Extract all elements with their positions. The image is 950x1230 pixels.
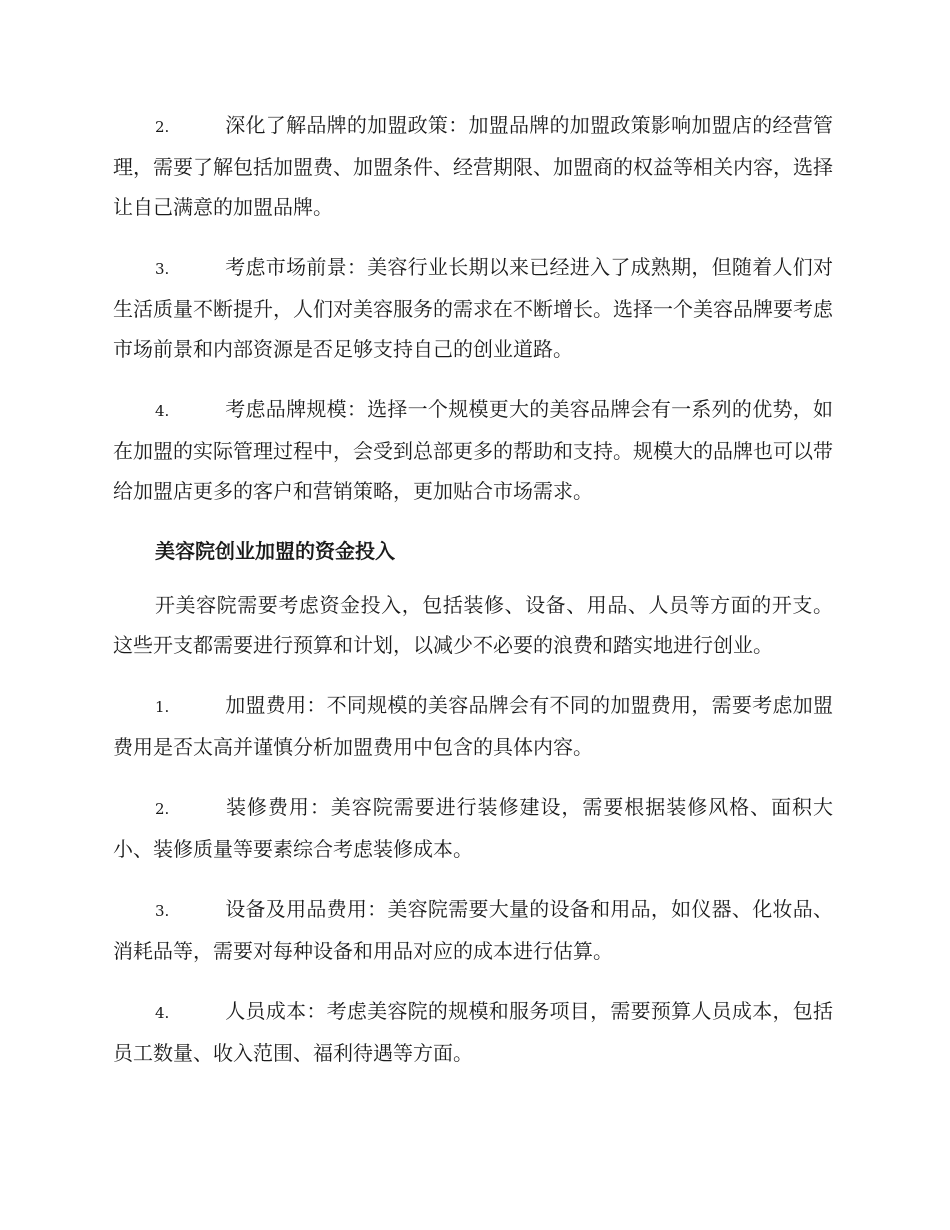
section-heading: 美容院创业加盟的资金投入: [155, 539, 395, 563]
list-item: [113, 787, 833, 869]
list-item: [113, 105, 833, 227]
document-page: [113, 105, 833, 1093]
list-number: 3.: [155, 902, 170, 920]
list-text: 深化了解品牌的加盟政策：加盟品牌的加盟政策影响加盟店的经营管理，需要了解包括加盟费、加盟条件、经营期限、加盟商的权益等相关内容，选择让自己满意的加盟品牌。: [113, 113, 833, 219]
list-item: [113, 991, 833, 1073]
list-number: 4.: [155, 402, 170, 420]
intro-paragraph: 开美容院需要考虑资金投入，包括装修、设备、用品、人员等方面的开支。这些开支都需要进行预算和计划，以减少不必要的浪费和踏实地进行创业。: [113, 593, 833, 657]
list-item: [113, 389, 833, 511]
list-number: 3.: [155, 260, 170, 278]
list-item: [113, 685, 833, 767]
list-number: 1.: [155, 698, 170, 716]
list-text: 考虑市场前景：美容行业长期以来已经进入了成熟期，但随着人们对生活质量不断提升，人们对美容服务的需求在不断增长。选择一个美容品牌要考虑市场前景和内部资源是否足够支持自己的创业道路。: [113, 255, 833, 361]
list-text: 人员成本：考虑美容院的规模和服务项目，需要预算人员成本，包括员工数量、收入范围、福利待遇等方面。: [113, 999, 833, 1065]
list-number: 2.: [155, 118, 170, 136]
list-text: 设备及用品费用：美容院需要大量的设备和用品，如仪器、化妆品、消耗品等，需要对每种设备和用品对应的成本进行估算。: [113, 897, 833, 963]
list-number: 4.: [155, 1004, 170, 1022]
list-item: [113, 889, 833, 971]
list-text: 考虑品牌规模：选择一个规模更大的美容品牌会有一系列的优势，如在加盟的实际管理过程中，会受到总部更多的帮助和支持。规模大的品牌也可以带给加盟店更多的客户和营销策略，更加贴合市场需求。: [113, 397, 833, 503]
list-number: 2.: [155, 800, 170, 818]
list-text: 装修费用：美容院需要进行装修建设，需要根据装修风格、面积大小、装修质量等要素综合考虑装修成本。: [113, 795, 833, 861]
list-text: 加盟费用：不同规模的美容品牌会有不同的加盟费用，需要考虑加盟费用是否太高并谨慎分析加盟费用中包含的具体内容。: [113, 693, 833, 759]
list-item: [113, 247, 833, 369]
